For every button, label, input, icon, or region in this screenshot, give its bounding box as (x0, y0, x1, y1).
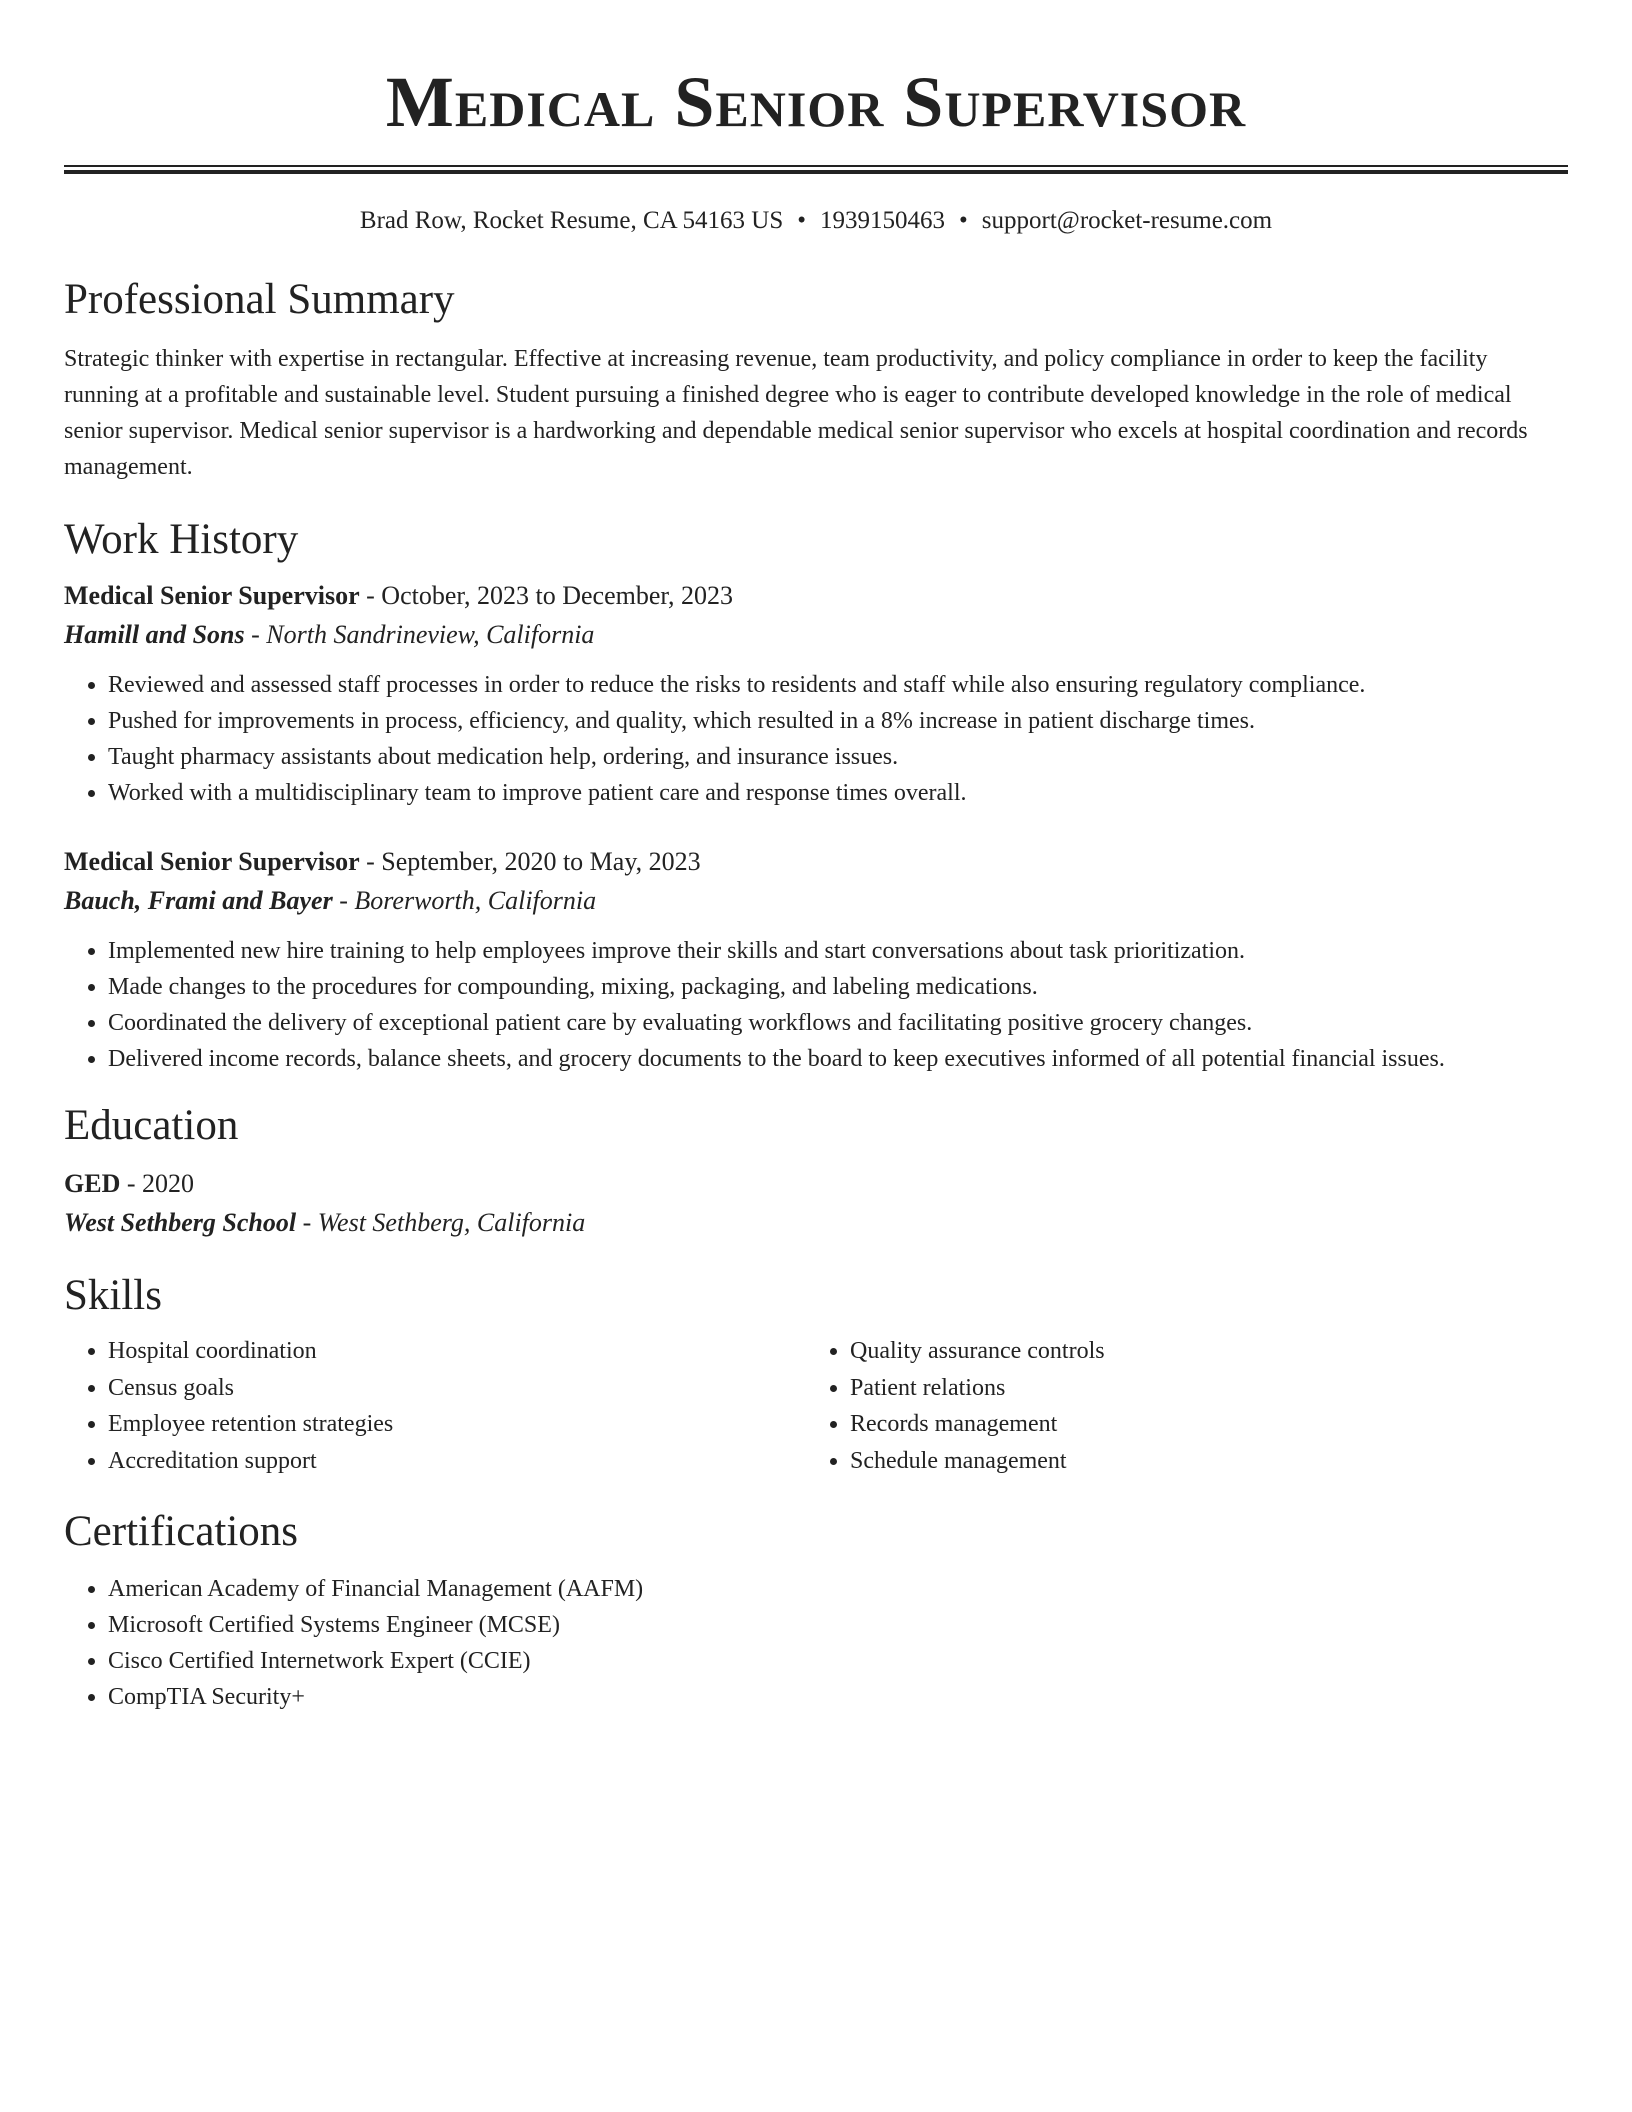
certification-item: • Microsoft Certified Systems Engineer (MCSE) (108, 1607, 1568, 1643)
education-heading: Education (64, 1102, 239, 1149)
summary-heading: Professional Summary (64, 276, 455, 323)
list-item: • Pushed for improvements in process, efficiency, and quality, which resulted in a 8% increase in patient discharge times. (108, 703, 1568, 739)
contact-line (64, 204, 1568, 238)
dash: - (296, 1208, 318, 1237)
skill-item: • Employee retention strategies (108, 1406, 806, 1443)
job-title: Medical Senior Supervisor (64, 847, 360, 876)
skills-column-left (64, 1333, 806, 1479)
skill-item: • Quality assurance controls (850, 1333, 1548, 1370)
skill-item: • Schedule management (850, 1443, 1548, 1480)
list-item: • Worked with a multidisciplinary team to improve patient care and response times overall. (108, 775, 1568, 811)
certifications-heading: Certifications (64, 1508, 299, 1555)
contact-email: support@rocket-resume.com (981, 207, 1273, 234)
degree-line (64, 1165, 1568, 1203)
school-name: West Sethberg School (64, 1208, 297, 1237)
contact-separator: • (797, 207, 807, 234)
resume-title: Medical Senior Supervisor (385, 62, 1247, 142)
dash: - (359, 581, 382, 610)
job-entry (64, 843, 1568, 1077)
education-year: 2020 (142, 1169, 195, 1198)
job-title-line (64, 843, 1568, 881)
job-dates: October, 2023 to December, 2023 (381, 581, 733, 610)
degree: GED (64, 1169, 121, 1198)
contact-phone: 1939150463 (820, 207, 946, 234)
job-bullets (64, 667, 1568, 811)
certification-item: • CompTIA Security+ (108, 1679, 1568, 1715)
summary-text: Strategic thinker with expertise in rectangular. Effective at increasing revenue, team productivity, and policy compliance in order to keep the facility running at a profitable and sustainable level. Student pursuing a finished degree who is eager to contribute developed knowledge in the role of medical senior supervisor. Medical senior supervisor is a hardworking and dependable medical senior supervisor who excels at hospital coordination and records management. (64, 346, 1528, 480)
list-item: • Coordinated the delivery of exceptional patient care by evaluating workflows and facilitating positive grocery changes. (108, 1005, 1568, 1041)
certifications-list (64, 1571, 1568, 1715)
job-title-line (64, 577, 1568, 615)
list-item: • Reviewed and assessed staff processes in order to reduce the risks to residents and staff while also ensuring regulatory compliance. (108, 667, 1568, 703)
skill-item: • Patient relations (850, 1370, 1548, 1407)
company-location: North Sandrineview, California (266, 620, 595, 649)
skill-item: • Accreditation support (108, 1443, 806, 1480)
dash: - (120, 1169, 143, 1198)
dash: - (244, 620, 267, 649)
title-divider (64, 165, 1568, 174)
skills-heading: Skills (64, 1272, 162, 1319)
company-line (64, 615, 1568, 655)
skill-item: • Hospital coordination (108, 1333, 806, 1370)
job-dates: September, 2020 to May, 2023 (381, 847, 701, 876)
list-item: • Taught pharmacy assistants about medication help, ordering, and insurance issues. (108, 739, 1568, 775)
skill-item: • Census goals (108, 1370, 806, 1407)
job-title: Medical Senior Supervisor (64, 581, 360, 610)
skills-column-right (806, 1333, 1548, 1479)
contact-address: Brad Row, Rocket Resume, CA 54163 US (359, 207, 784, 234)
contact-separator: • (959, 207, 968, 234)
company-line (64, 881, 1568, 921)
school-location: West Sethberg, California (317, 1208, 586, 1237)
job-bullets (64, 933, 1568, 1077)
job-entry (64, 577, 1568, 811)
company-location: Borerworth, California (354, 886, 597, 915)
education-entry (64, 1165, 1568, 1243)
list-item: • Made changes to the procedures for compounding, mixing, packaging, and labeling medications. (108, 969, 1568, 1005)
company-name: Bauch, Frami and Bayer (64, 886, 333, 915)
work-history-heading: Work History (64, 516, 299, 563)
list-item: • Implemented new hire training to help employees improve their skills and start conversations about task prioritization. (108, 933, 1568, 969)
list-item: • Delivered income records, balance sheets, and grocery documents to the board to keep executives informed of all potential financial issues. (108, 1041, 1568, 1077)
company-name: Hamill and Sons (64, 620, 245, 649)
certification-item: • American Academy of Financial Management (AAFM) (108, 1571, 1568, 1607)
school-line (64, 1203, 1568, 1243)
skills-grid (64, 1333, 1568, 1479)
dash: - (332, 886, 355, 915)
skill-item: • Records management (850, 1406, 1548, 1443)
certification-item: • Cisco Certified Internetwork Expert (CCIE) (108, 1643, 1568, 1679)
dash: - (359, 847, 382, 876)
